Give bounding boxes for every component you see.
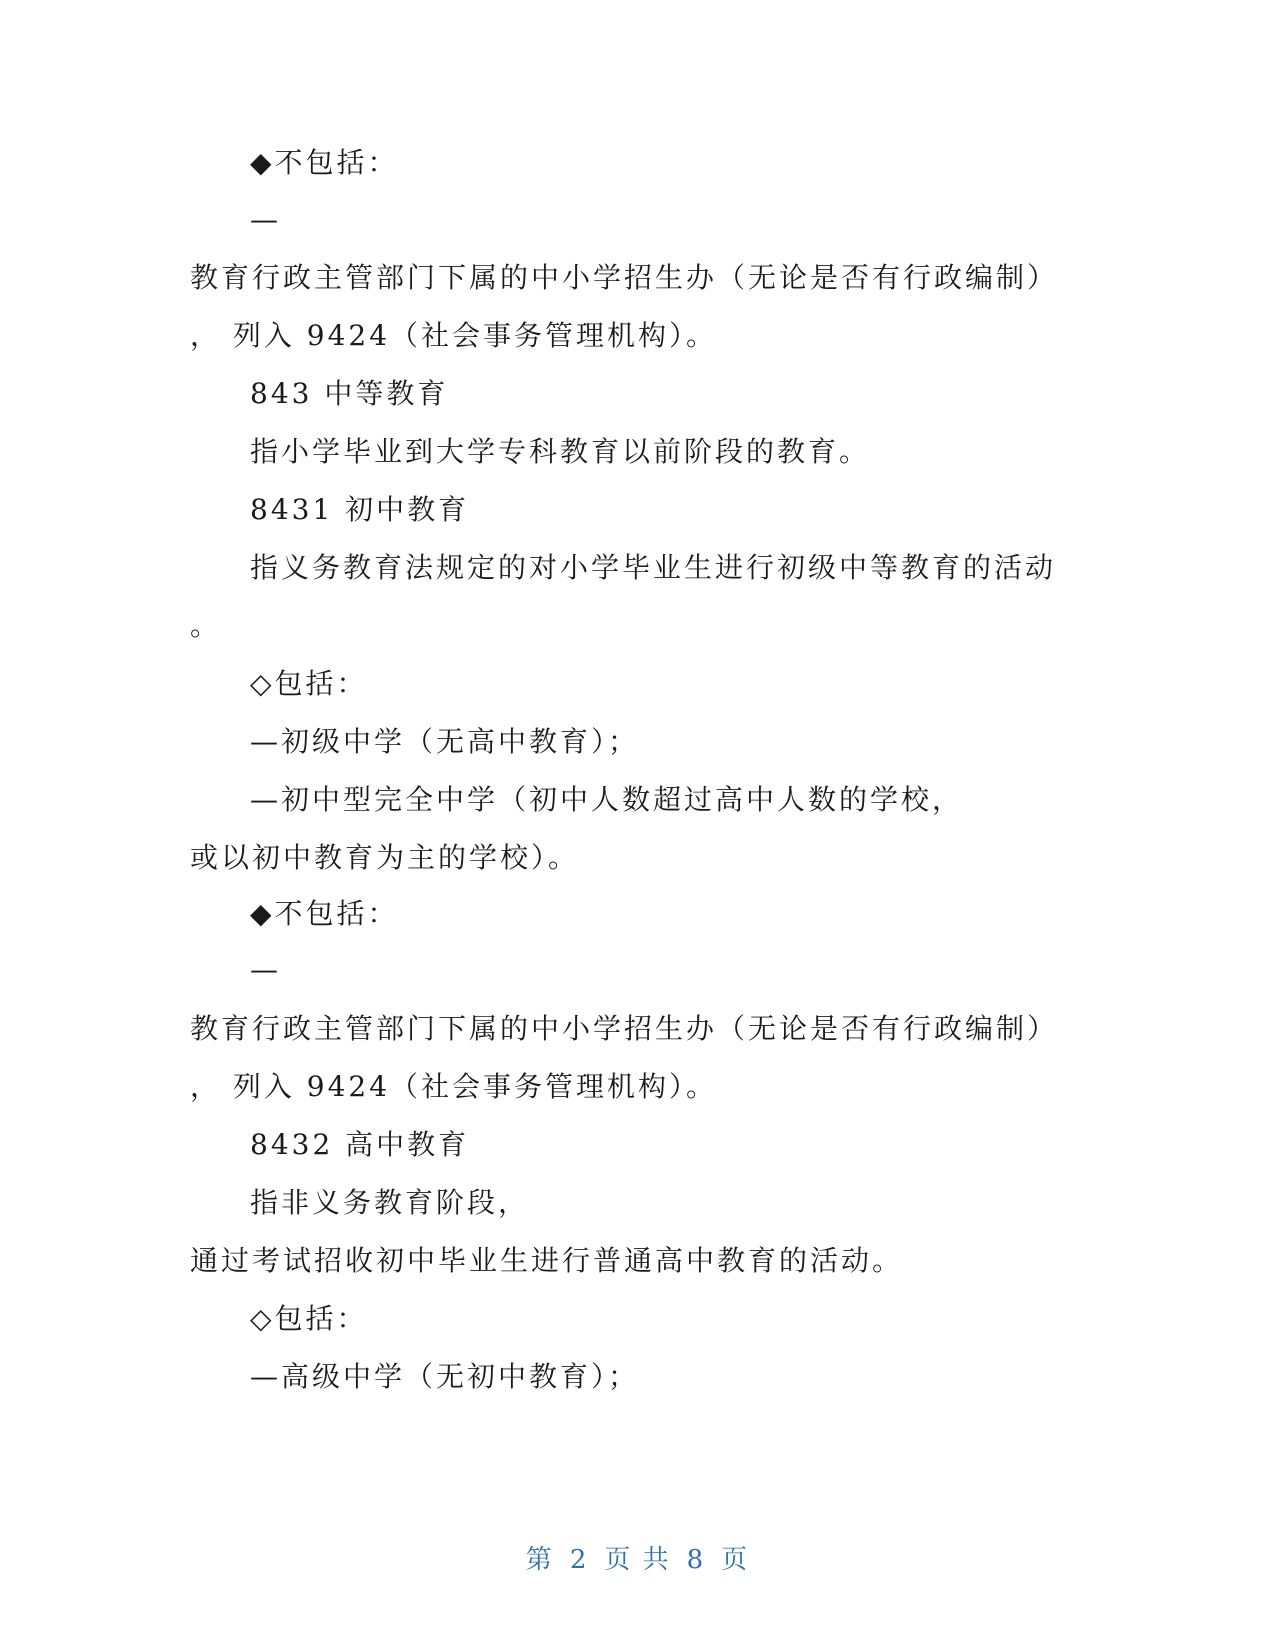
- list-item: —初中型完全中学（初中人数超过高中人数的学校，: [250, 783, 964, 816]
- footer-current-page: 2: [569, 1545, 589, 1575]
- paragraph-line: 指小学毕业到大学专科教育以前阶段的教育。: [250, 435, 871, 468]
- list-item: —初级中学（无高中教育）；: [250, 725, 640, 758]
- exclude-heading: ◆不包括：: [250, 146, 399, 179]
- paragraph-line: 指义务教育法规定的对小学毕业生进行初级中等教育的活动: [250, 551, 1057, 584]
- footer-suffix: 页: [721, 1545, 750, 1575]
- paragraph-line: 教育行政主管部门下属的中小学招生办（无论是否有行政编制）: [190, 261, 1059, 294]
- paragraph-line: 通过考试招收初中毕业生进行普通高中教育的活动。: [190, 1244, 904, 1277]
- page-footer: [0, 1540, 1275, 1580]
- footer-middle: 页 共: [604, 1545, 671, 1575]
- footer-total-pages: 8: [686, 1545, 706, 1575]
- list-item: —高级中学（无初中教育）；: [250, 1360, 640, 1393]
- dash-line: —: [250, 203, 281, 236]
- include-heading: ◇包括：: [250, 667, 368, 700]
- paragraph-line: 或以初中教育为主的学校）。: [190, 841, 580, 874]
- footer-prefix: 第: [525, 1545, 554, 1575]
- paragraph-line: 指非义务教育阶段，: [250, 1186, 530, 1219]
- paragraph-line: ， 列入 9424（社会事务管理机构）。: [190, 1070, 718, 1103]
- dash-line: —: [250, 953, 281, 986]
- exclude-heading: ◆不包括：: [250, 897, 399, 930]
- section-heading: 843 中等教育: [250, 377, 449, 410]
- paragraph-line: ， 列入 9424（社会事务管理机构）。: [190, 319, 718, 352]
- include-heading: ◇包括：: [250, 1302, 368, 1335]
- paragraph-line: 教育行政主管部门下属的中小学招生办（无论是否有行政编制）: [190, 1012, 1059, 1045]
- section-heading: 8432 高中教育: [250, 1128, 470, 1161]
- paragraph-line: 。: [190, 609, 222, 642]
- section-heading: 8431 初中教育: [250, 493, 470, 526]
